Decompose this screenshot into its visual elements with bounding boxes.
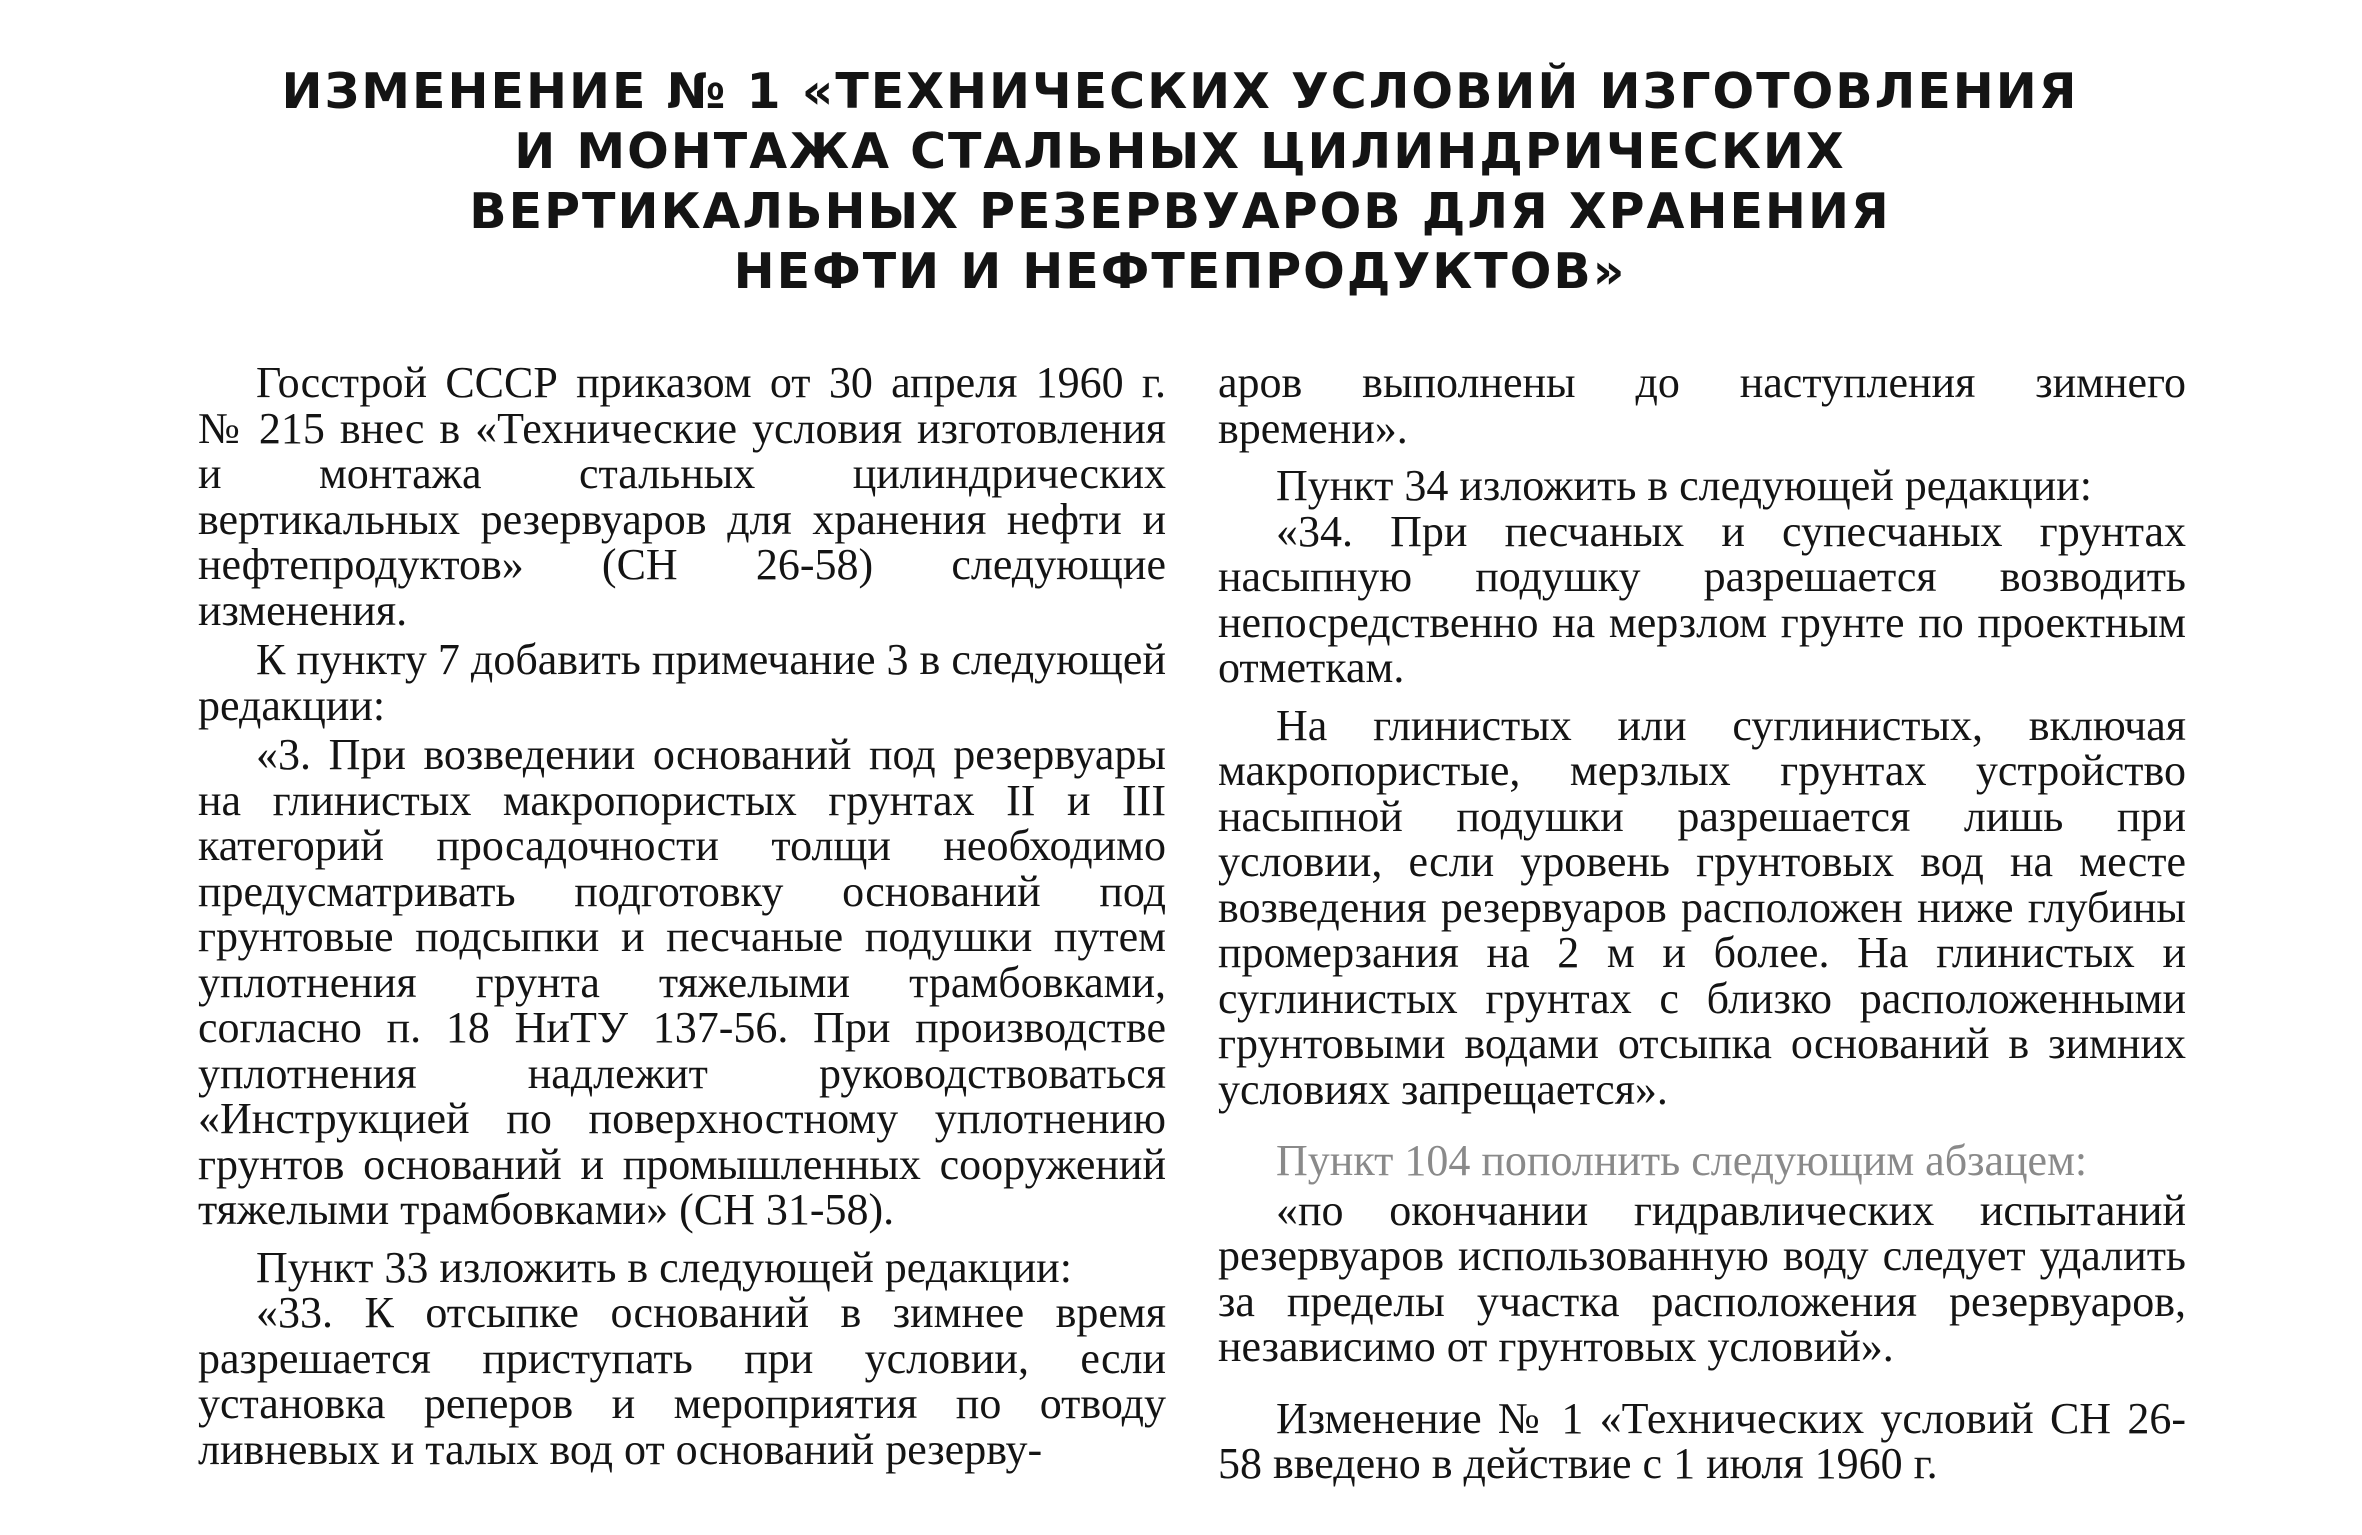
left-column bbox=[198, 360, 1166, 1472]
title-line: ВЕРТИКАЛЬНЫХ РЕЗЕРВУАРОВ ДЛЯ ХРАНЕНИЯ bbox=[469, 183, 1891, 240]
item-34-paragraph: «34. При песчаных и супесчаных грунтах насыпную подушку разрешается возводить непосредственно на мерзлом грунте по проектным отметкам. bbox=[1218, 506, 2186, 692]
note-3-paragraph: «3. При возведении оснований под резервуары на глинистых макропористых грунтах II и III категорий просадочности толщи необходимо предусматривать подготовку оснований под грунтовые подсыпки и песчаные подушки путем уплотнения грунта тяжелыми трамбовками, согласно п. 18 НиТУ 137-56. При производстве уплотнения надлежит руководствоваться «Инструкцией по поверхностному уплотнению грунтов оснований и промышленных сооружений тяжелыми трамбовками» (СН 31-58). bbox=[198, 730, 1166, 1234]
item-33-heading: Пункт 33 изложить в следующей редакции: bbox=[256, 1242, 1072, 1292]
title-line: ИЗМЕНЕНИЕ № 1 «ТЕХНИЧЕСКИХ УСЛОВИЙ ИЗГОТОВЛЕНИЯ bbox=[281, 63, 2079, 120]
title-line: И МОНТАЖА СТАЛЬНЫХ ЦИЛИНДРИЧЕСКИХ bbox=[514, 123, 1846, 180]
item-34-second-paragraph: На глинистых или суглинистых, включая макропористые, мерзлых грунтах устройство насыпной подушки разрешается лишь при условии, если уровень грунтовых вод на месте возведения резервуаров расположен ниже глубины промерзания на 2 м и более. На глинистых и суглинистых грунтах с близко расположенными грунтовыми водами отсыпка оснований в зимних условиях запрещается». bbox=[1218, 700, 2186, 1114]
document-title bbox=[250, 62, 2110, 302]
item-34-heading: Пункт 34 изложить в следующей редакции: bbox=[1276, 461, 2092, 510]
item-104-heading: Пункт 104 пополнить следующим абзацем: bbox=[1276, 1136, 2088, 1185]
item-33-continuation: аров выполнены до наступления зимнего времени». bbox=[1218, 358, 2186, 453]
intro-paragraph: Госстрой СССР приказом от 30 апреля 1960 г. № 215 внес в «Технические условия изготовления и монтажа стальных цилиндрических вертикальных резервуаров для хранения нефти и нефтепродуктов» (СН 26-58) следующие изменения. bbox=[198, 358, 1166, 635]
amendment-item-7-heading: К пункту 7 добавить примечание 3 в следующей редакции: bbox=[198, 635, 1166, 730]
item-33-paragraph: «33. К отсыпке оснований в зимнее время разрешается приступать при условии, если установка реперов и мероприятия по отводу ливневых и талых вод от оснований резерву- bbox=[198, 1288, 1166, 1474]
effective-date-paragraph: Изменение № 1 «Технических условий СН 26-58 введено в действие с 1 июля 1960 г. bbox=[1218, 1393, 2186, 1488]
item-104-paragraph: «по окончании гидравлических испытаний резервуаров использованную воду следует удалить за пределы участка расположения резервуаров, независимо от грунтовых условий». bbox=[1218, 1185, 2186, 1371]
right-column bbox=[1218, 360, 2186, 1487]
title-line: НЕФТИ И НЕФТЕПРОДУКТОВ» bbox=[733, 243, 1627, 300]
